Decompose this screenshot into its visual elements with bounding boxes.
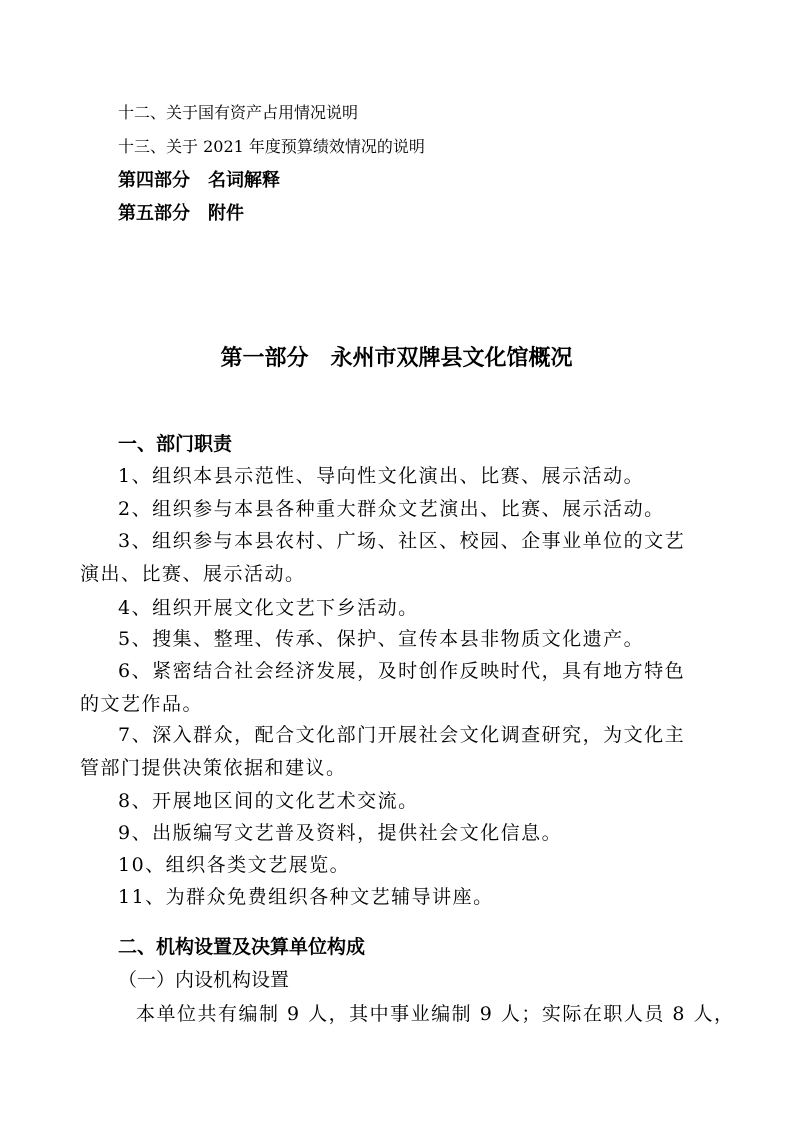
duty-line-1: 1、组织本县示范性、导向性文化演出、比赛、展示活动。	[118, 465, 645, 487]
chapter-num: 第一部分	[220, 346, 309, 371]
section-2-sub-1: （一）内设机构设置	[118, 969, 290, 991]
staffing-paragraph: 本单位共有编制 9 人，其中事业编制 9 人；实际在职人员 8 人，	[136, 1003, 735, 1025]
toc-item-13: 十三、关于 2021 年度预算绩效情况的说明	[118, 137, 425, 156]
toc-part-5-title: 附件	[208, 203, 244, 224]
toc-part-4-title: 名词解释	[208, 170, 280, 191]
duty-line-6-cont: 的文艺作品。	[80, 693, 204, 715]
toc-part-5-num: 第五部分	[118, 203, 190, 224]
section-2-heading: 二、机构设置及决算单位构成	[118, 936, 366, 958]
duty-line-8: 8、开展地区间的文化艺术交流。	[118, 790, 419, 812]
duty-line-10: 10、组织各类文艺展览。	[118, 854, 351, 876]
chapter-name: 永州市双牌县文化馆概况	[330, 346, 573, 371]
toc-part-4-num: 第四部分	[118, 170, 190, 191]
duty-line-6: 6、紧密结合社会经济发展，及时创作反映时代，具有地方特色	[118, 660, 686, 682]
toc-part-5	[118, 199, 244, 225]
duty-line-3-cont: 演出、比赛、展示活动。	[80, 563, 306, 585]
toc-part-4	[118, 166, 280, 192]
duty-line-7-cont: 管部门提供决策依据和建议。	[80, 757, 347, 779]
duty-line-3: 3、组织参与本县农村、广场、社区、校园、企事业单位的文艺	[118, 530, 686, 552]
chapter-title	[0, 341, 793, 372]
duty-line-5: 5、搜集、整理、传承、保护、宣传本县非物质文化遗产。	[118, 628, 645, 650]
duty-line-11: 11、为群众免费组织各种文艺辅导讲座。	[118, 886, 494, 908]
duty-line-7: 7、深入群众，配合文化部门开展社会文化调查研究，为文化主	[118, 724, 686, 746]
duty-line-2: 2、组织参与本县各种重大群众文艺演出、比赛、展示活动。	[118, 498, 665, 520]
duty-line-4: 4、组织开展文化文艺下乡活动。	[118, 597, 419, 619]
section-1-heading: 一、部门职责	[118, 433, 233, 455]
toc-item-12: 十二、关于国有资产占用情况说明	[118, 103, 359, 122]
duty-line-9: 9、出版编写文艺普及资料，提供社会文化信息。	[118, 822, 563, 844]
